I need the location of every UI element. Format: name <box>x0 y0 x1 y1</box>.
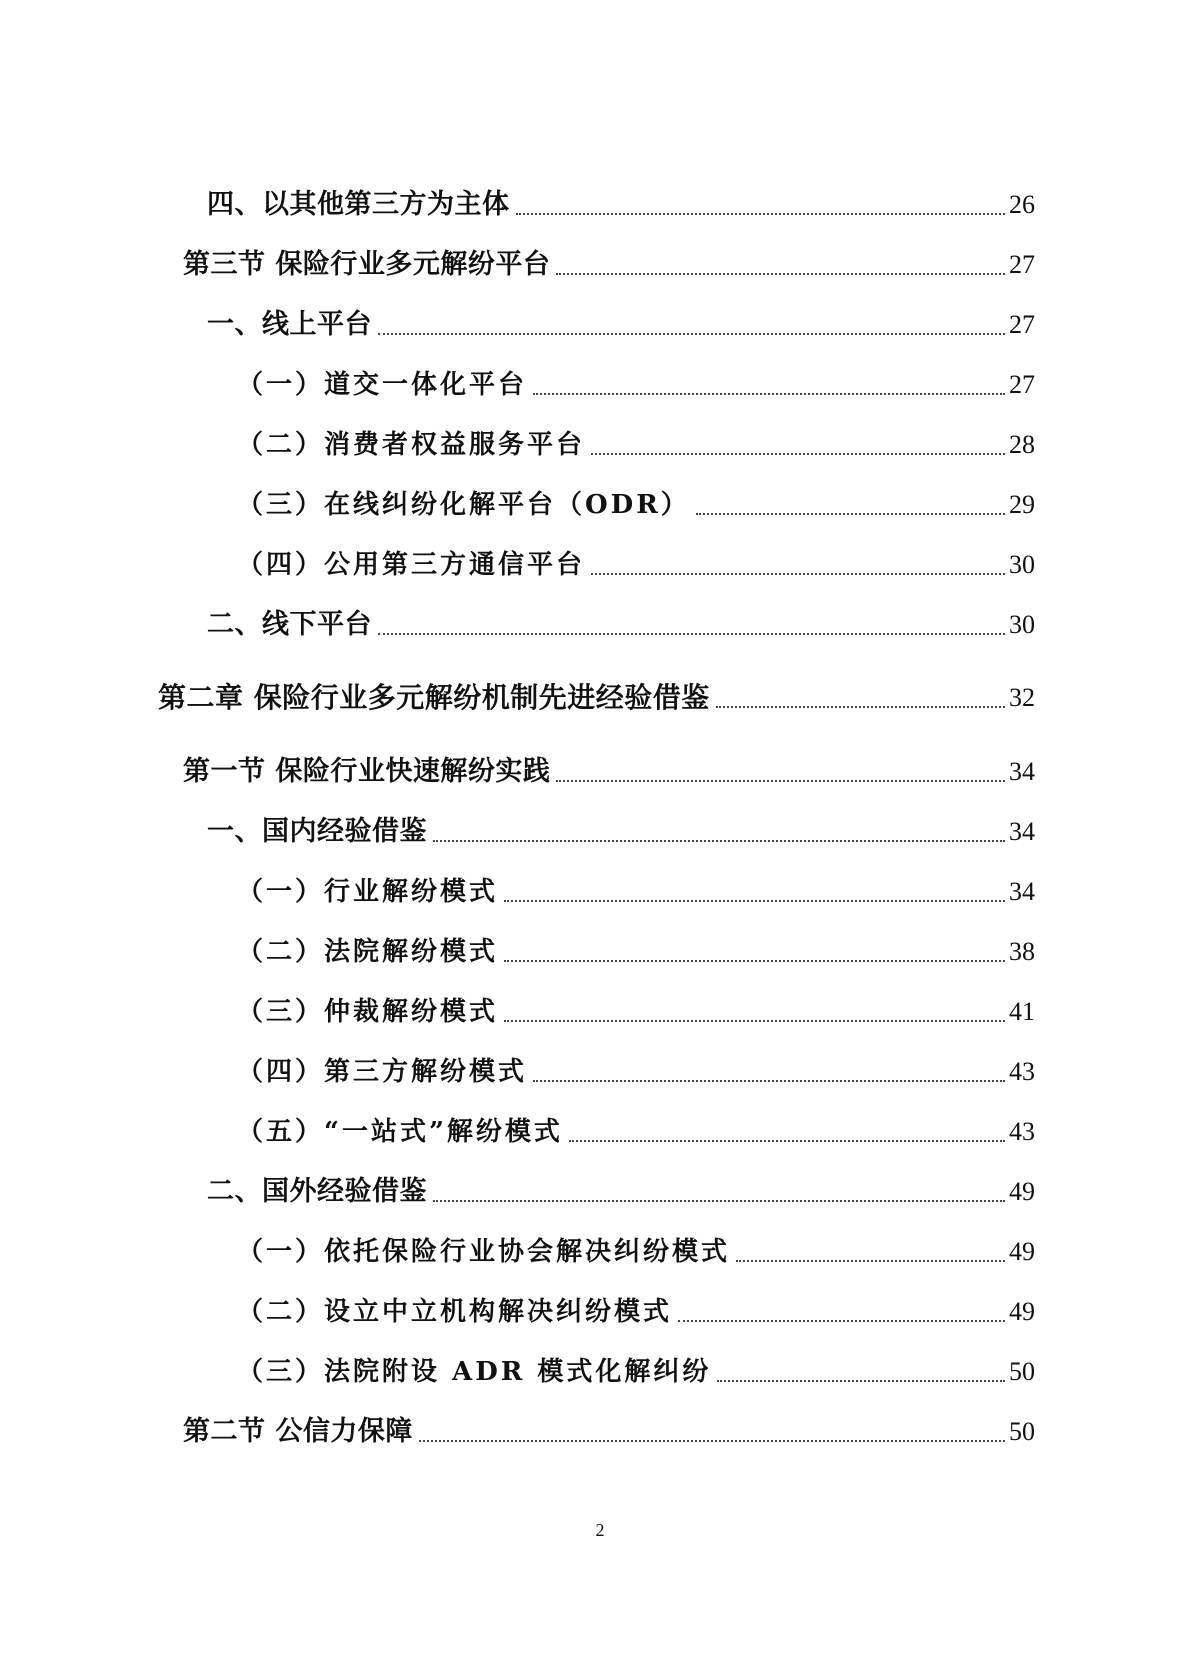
toc-entry-title: （三）法院附设 ADR 模式化解纠纷 <box>237 1357 712 1387</box>
toc-entry[interactable] <box>237 545 1035 585</box>
toc-dot-leader <box>556 779 1005 782</box>
toc-dot-leader <box>717 1379 1005 1382</box>
toc-entry[interactable] <box>207 185 1035 225</box>
toc-entry-page: 30 <box>1009 550 1035 579</box>
page-number: 2 <box>595 1520 605 1540</box>
toc-entry[interactable] <box>207 605 1035 645</box>
toc-entry[interactable] <box>237 1292 1035 1332</box>
toc-entry[interactable] <box>237 365 1035 405</box>
toc-entry-title: 第一节 保险行业快速解纷实践 <box>183 756 551 787</box>
toc-entry-page: 34 <box>1009 757 1035 786</box>
toc-dot-leader <box>533 392 1005 395</box>
toc-entry[interactable] <box>237 1352 1035 1392</box>
toc-entry-page: 49 <box>1009 1297 1035 1326</box>
toc-dot-leader <box>378 632 1005 635</box>
toc-entry-page: 38 <box>1009 937 1035 966</box>
toc-entry-page: 41 <box>1009 997 1035 1026</box>
toc-entry-title: 一、国内经验借鉴 <box>207 816 427 847</box>
toc-dot-leader <box>591 572 1005 575</box>
toc-dot-leader <box>433 839 1005 842</box>
toc-entry-title: 二、国外经验借鉴 <box>207 1176 427 1207</box>
toc-entry[interactable] <box>207 305 1035 345</box>
toc-entry-title: （一）道交一体化平台 <box>237 370 528 400</box>
toc-entry-title: 四、以其他第三方为主体 <box>207 189 510 220</box>
toc-entry-page: 27 <box>1009 250 1035 279</box>
toc-entry-title: （三）在线纠纷化解平台（ODR） <box>237 490 690 520</box>
toc-dot-leader <box>419 1439 1005 1442</box>
toc-entry-title: （二）法院解纷模式 <box>237 937 499 967</box>
toc-entry-page: 49 <box>1009 1237 1035 1266</box>
toc-entry[interactable] <box>183 1412 1035 1452</box>
toc-entry-page: 49 <box>1009 1177 1035 1206</box>
toc-dot-leader <box>504 1019 1005 1022</box>
toc-dot-leader <box>556 272 1005 275</box>
toc-entry-page: 29 <box>1009 490 1035 519</box>
toc-entry[interactable] <box>237 485 1035 525</box>
toc-entry-page: 28 <box>1009 430 1035 459</box>
toc-entry-title: （五）“一站式”解纷模式 <box>237 1117 563 1147</box>
toc-entry-title: （二）消费者权益服务平台 <box>237 430 586 460</box>
toc-entry-page: 27 <box>1009 310 1035 339</box>
toc-entry-title: （三）仲裁解纷模式 <box>237 997 499 1027</box>
toc-entry[interactable] <box>237 1052 1035 1092</box>
toc-dot-leader <box>504 959 1005 962</box>
toc-entry[interactable] <box>237 1112 1035 1152</box>
toc-entry-page: 43 <box>1009 1117 1035 1146</box>
toc-dot-leader <box>716 705 1005 708</box>
toc-entry[interactable] <box>237 932 1035 972</box>
toc-dot-leader <box>533 1079 1005 1082</box>
toc-entry-page: 34 <box>1009 817 1035 846</box>
toc-dot-leader <box>516 212 1006 215</box>
toc-entry[interactable] <box>207 812 1035 852</box>
toc-entry[interactable] <box>207 1172 1035 1212</box>
toc-entry-title: 二、线下平台 <box>207 609 372 640</box>
toc-entry-title: 第二章 保险行业多元解纷机制先进经验借鉴 <box>158 681 710 714</box>
toc-entry-title: （一）行业解纷模式 <box>237 877 499 907</box>
toc-dot-leader <box>591 452 1005 455</box>
toc-entry-page: 26 <box>1009 190 1035 219</box>
toc-entry[interactable] <box>183 752 1035 792</box>
toc-dot-leader <box>433 1199 1005 1202</box>
toc-entry-page: 30 <box>1009 610 1035 639</box>
toc-entry[interactable] <box>183 245 1035 285</box>
toc-entry[interactable] <box>158 678 1035 718</box>
toc-entry-title: （一）依托保险行业协会解决纠纷模式 <box>237 1237 731 1267</box>
toc-dot-leader <box>504 899 1005 902</box>
toc-dot-leader <box>378 332 1005 335</box>
toc-entry-title: 一、线上平台 <box>207 309 372 340</box>
toc-entry-page: 50 <box>1009 1357 1035 1386</box>
toc-entry[interactable] <box>237 992 1035 1032</box>
toc-dot-leader <box>569 1139 1005 1142</box>
toc-entry-page: 50 <box>1009 1417 1035 1446</box>
toc-entry-title: （二）设立中立机构解决纠纷模式 <box>237 1297 673 1327</box>
toc-entry-title: （四）公用第三方通信平台 <box>237 550 586 580</box>
toc-entry-title: 第二节 公信力保障 <box>183 1416 413 1447</box>
toc-entry-page: 27 <box>1009 370 1035 399</box>
toc-dot-leader <box>736 1259 1005 1262</box>
toc-dot-leader <box>696 512 1005 515</box>
toc-entry[interactable] <box>237 1232 1035 1272</box>
toc-dot-leader <box>678 1319 1005 1322</box>
toc-entry-title: （四）第三方解纷模式 <box>237 1057 528 1087</box>
toc-entry-title: 第三节 保险行业多元解纷平台 <box>183 249 551 280</box>
toc-entry[interactable] <box>237 425 1035 465</box>
toc-entry-page: 32 <box>1009 683 1035 712</box>
toc-entry-page: 43 <box>1009 1057 1035 1086</box>
toc-entry[interactable] <box>237 872 1035 912</box>
toc-entry-page: 34 <box>1009 877 1035 906</box>
